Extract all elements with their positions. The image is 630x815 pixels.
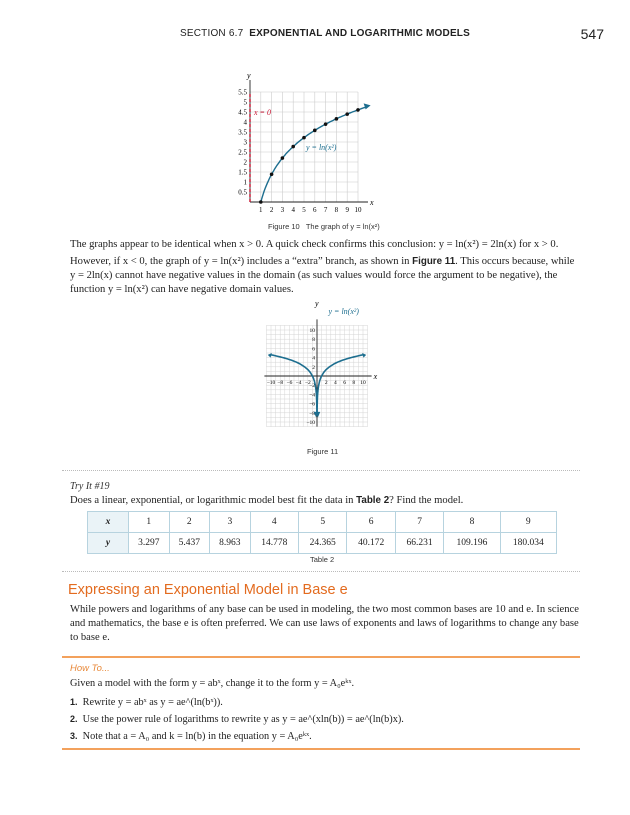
- page-number: 547: [580, 26, 604, 42]
- figure-11-curve-label: y = ln(x²): [328, 307, 359, 316]
- x-tick-label: 3: [280, 206, 285, 214]
- y-tick-label: −8: [309, 410, 315, 417]
- try-it-separator-top: [62, 470, 580, 471]
- y-tick-label: 5.5: [238, 88, 247, 97]
- figure-10-curve-label: y = ln(x²): [306, 143, 337, 152]
- figure-10-chart: [220, 62, 400, 222]
- data-point: [302, 136, 306, 140]
- try-it-question-a: Does a linear, exponential, or logarithmic model best fit the data in: [70, 495, 357, 506]
- section-label: SECTION 6.7: [180, 28, 244, 39]
- howto-step-3-num: 3.: [70, 731, 78, 741]
- figure-10-caption-text: The graph of y = ln(x²): [305, 222, 380, 231]
- table-cell: 9: [500, 512, 556, 533]
- table-cell: 5.437: [169, 533, 210, 554]
- x-tick-label: 10: [360, 380, 366, 386]
- x-tick-label: 8: [334, 206, 339, 214]
- x-tick-label: 6: [343, 380, 346, 386]
- section-body: While powers and logarithms of any base can be used in modeling, the two most common bases are 10 and e. In science and mathematics, the base e is often preferred. We can use laws of exponents and laws of logarithms to change any base to base e.: [70, 604, 579, 643]
- x-tick-label: −8: [277, 380, 284, 386]
- table-cell: 7: [395, 512, 443, 533]
- howto-step-2: [70, 714, 404, 725]
- y-tick-label: 3.5: [238, 128, 247, 137]
- howto-step-3: [70, 731, 312, 742]
- y-tick-label: 3: [243, 138, 247, 147]
- table-cell: 109.196: [444, 533, 500, 554]
- y-tick-label: 2.5: [238, 148, 247, 157]
- table-header-x: x: [88, 512, 129, 533]
- figure-11-caption: Figure 11: [307, 447, 339, 456]
- figure-11-axes: [264, 319, 371, 426]
- x-tick-label: −2: [304, 380, 311, 386]
- table-cell: 3: [210, 512, 251, 533]
- y-tick-label: −6: [309, 401, 315, 408]
- howto-step-2-text: Use the power rule of logarithms to rewrite y as y = ae^(xln(b)) = ae^(ln(b)x).: [82, 714, 404, 725]
- data-point: [291, 145, 295, 149]
- data-point: [313, 129, 317, 133]
- table-row-y: [88, 533, 557, 554]
- data-point: [324, 122, 328, 126]
- x-tick-label: −4: [295, 380, 302, 386]
- x-tick-label: 4: [291, 206, 295, 214]
- y-tick-label: 1: [243, 178, 247, 187]
- y-tick-label: −4: [309, 392, 315, 399]
- howto-label: How To...: [70, 663, 110, 674]
- x-tick-label: 2: [324, 380, 328, 386]
- data-point: [345, 112, 349, 116]
- table-cell: 3.297: [129, 533, 170, 554]
- x-tick-label: 9: [345, 206, 349, 214]
- x-tick-label: 1: [259, 206, 263, 214]
- y-tick-label: 5: [243, 98, 247, 107]
- x-tick-label: −6: [286, 380, 293, 386]
- table-cell: 2: [169, 512, 210, 533]
- y-tick-label: 2: [243, 158, 247, 167]
- table-cell: 180.034: [500, 533, 556, 554]
- howto-step-3-text: Note that a = A₀ and k = ln(b) in the equation y = A₀eᵏˣ.: [82, 731, 312, 742]
- table-cell: 66.231: [395, 533, 443, 554]
- y-tick-label: 4.5: [238, 108, 247, 117]
- table-cell: 8.963: [210, 533, 251, 554]
- figure-11-y-axis-label: y: [315, 299, 319, 308]
- table-cell: 24.365: [299, 533, 347, 554]
- figure-11-ref[interactable]: Figure 11: [412, 256, 456, 267]
- y-tick-label: 0.5: [238, 188, 247, 197]
- table-2-caption: Table 2: [310, 555, 335, 564]
- y-tick-label: −2: [309, 383, 315, 390]
- paragraph-1: The graphs appear to be identical when x > 0. A quick check confirms this conclusion: y = ln(x²) = 2ln(x) for x > 0.: [70, 239, 559, 250]
- try-it-label: Try It #19: [70, 481, 110, 492]
- y-tick-label: 2: [312, 364, 315, 371]
- howto-bottom-rule: [62, 748, 580, 750]
- section-heading: Expressing an Exponential Model in Base e: [68, 582, 348, 598]
- data-point: [270, 172, 274, 176]
- y-tick-label: 4: [312, 355, 315, 362]
- try-it-question-b: ? Find the model.: [389, 495, 464, 506]
- try-it-question: [70, 494, 580, 508]
- y-tick-label: 6: [312, 346, 315, 353]
- y-tick-label: −10: [306, 420, 315, 426]
- paragraph-2-a: However, if x < 0, the graph of y = ln(x²) includes a “extra” branch, as shown in: [70, 256, 413, 267]
- x-tick-label: 7: [323, 206, 328, 214]
- x-tick-label: 8: [352, 380, 356, 386]
- table-cell: 14.778: [250, 533, 298, 554]
- running-header: [180, 28, 470, 39]
- x-tick-label: 2: [269, 206, 274, 214]
- table-cell: 8: [444, 512, 500, 533]
- x-tick-label: 10: [354, 206, 362, 214]
- table-cell: 40.172: [347, 533, 395, 554]
- y-tick-label: 8: [312, 337, 315, 344]
- paragraph-2-b: . This occurs because, while y = 2ln(x) cannot have negative values in the domain (as such values would force the argument to be negative), the function y = ln(x²) can have negative domain values.: [70, 256, 575, 295]
- howto-step-1-num: 1.: [70, 697, 78, 707]
- section-title: EXPONENTIAL AND LOGARITHMIC MODELS: [249, 28, 470, 39]
- data-point: [259, 200, 263, 204]
- table-2-ref[interactable]: Table 2: [356, 495, 390, 506]
- y-tick-label: 4: [243, 118, 247, 127]
- figure-10-caption-label: Figure 10: [268, 222, 300, 231]
- y-tick-label: 10: [309, 328, 315, 334]
- figure-10-curve: [261, 107, 367, 202]
- table-cell: 5: [299, 512, 347, 533]
- figure-10-y-axis-label: y: [247, 71, 251, 80]
- y-tick-label: 1.5: [238, 168, 247, 177]
- table-cell: 1: [129, 512, 170, 533]
- table-cell: 6: [347, 512, 395, 533]
- howto-intro: Given a model with the form y = abˣ, change it to the form y = A₀eᵏˣ.: [70, 678, 355, 689]
- try-it-separator-bottom: [62, 571, 580, 572]
- howto-step-1: [70, 697, 223, 708]
- curve-arrowhead: [364, 103, 371, 109]
- howto-top-rule: [62, 656, 580, 658]
- table-header-y: y: [88, 533, 129, 554]
- figure-10-x-axis-label: x: [370, 198, 374, 207]
- table-2: [87, 511, 557, 554]
- figure-11-chart: [252, 298, 392, 438]
- figure-10-vline-label: x = 0: [254, 108, 271, 117]
- figure-11-x-axis-label: x: [373, 372, 378, 381]
- table-cell: 4: [250, 512, 298, 533]
- x-tick-label: 5: [302, 206, 306, 214]
- data-point: [281, 156, 285, 160]
- x-tick-label: 4: [334, 380, 337, 386]
- data-point: [356, 108, 360, 112]
- figure-10-caption: [268, 222, 380, 231]
- x-tick-label: −10: [266, 380, 276, 386]
- howto-step-1-text: Rewrite y = abˣ as y = ae^(ln(bˣ)).: [82, 697, 223, 708]
- howto-step-2-num: 2.: [70, 714, 78, 724]
- paragraph-2: [70, 255, 580, 297]
- table-row-x: [88, 512, 557, 533]
- x-tick-label: 6: [313, 206, 317, 214]
- data-point: [335, 117, 339, 121]
